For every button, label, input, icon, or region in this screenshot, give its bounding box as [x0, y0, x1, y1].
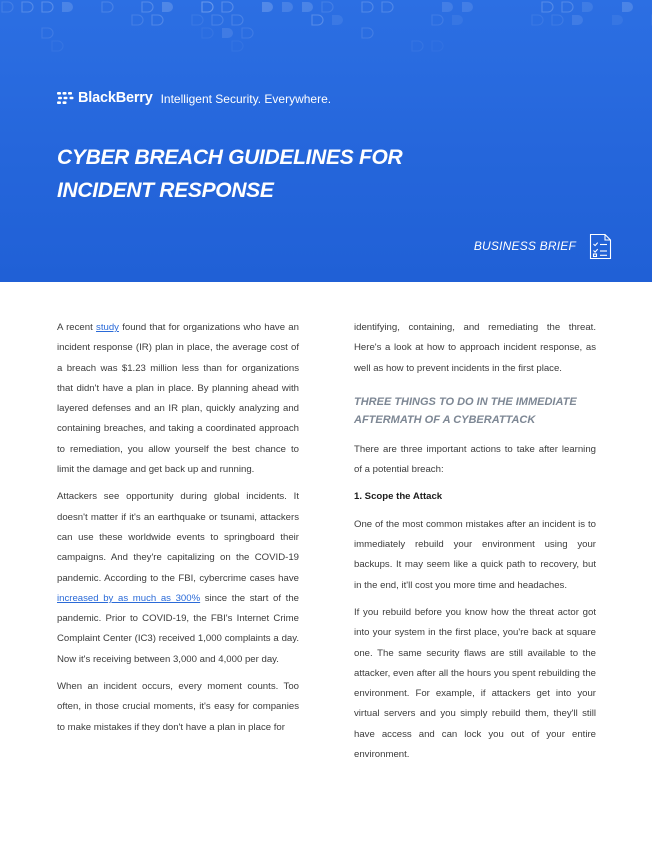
- pattern-glyph: [362, 2, 373, 12]
- pattern-glyph: [162, 2, 173, 12]
- right-column: [354, 318, 596, 772]
- pattern-glyph: [432, 15, 443, 25]
- pattern-glyph: [262, 2, 273, 12]
- pattern-glyph: [452, 15, 463, 25]
- paragraph-rebuild-warning: If you rebuild before you know how the threat actor got into your system in the first place, you're back at square one. The same security flaws are still available to the attacker, even after all the hours you spent rebuilding the environment. For example, if attackers get into your virtual servers and you simply rebuild them, they'll still have access and can lock you out of your entire environment.: [354, 606, 596, 761]
- paragraph-global-incidents: Attackers see opportunity during global incidents. It doesn't matter if it's an earthquake or tsunami, attackers can use these worldwide events to springboard their campaigns. And they're capitalizing on the COVID-19 pandemic. According to the FBI, cybercrime cases have increased by as much as 300% since the start of the pandemic. Prior to COVID-19, the FBI's Internet Crime Complaint Center (IC3) received 1,000 complaints a day. Now it's receiving between 3,000 and 4,000 per day.: [57, 491, 299, 665]
- hero-banner: [0, 0, 652, 282]
- pattern-glyph: [572, 15, 583, 25]
- pattern-glyph: [152, 15, 163, 25]
- document-type-label: BUSINESS BRIEF: [473, 239, 576, 253]
- pattern-glyph: [62, 2, 73, 12]
- paragraph-common-mistakes: One of the most common mistakes after an incident is to immediately rebuild your environment using your backups. It may seem like a quick path to recovery, but in the end, it'll cost you more time and headaches.: [354, 518, 596, 591]
- pattern-glyph: [22, 2, 33, 12]
- pattern-glyph: [192, 15, 203, 25]
- pattern-glyph: [462, 2, 473, 12]
- pattern-glyph: [302, 2, 313, 12]
- subheading-scope-the-attack: 1. Scope the Attack: [354, 491, 443, 503]
- cybercrime-increase-link[interactable]: increased by as much as 300%: [57, 592, 201, 604]
- left-column: [57, 318, 299, 745]
- pattern-glyph: [312, 15, 323, 25]
- pattern-glyph: [412, 41, 423, 51]
- section-heading: THREE THINGS TO DO IN THE IMMEDIATE AFTERMATH OF A CYBERATTACK: [354, 395, 577, 426]
- pattern-glyph: [202, 28, 213, 38]
- paragraph-cost-of-breach: A recent study found that for organizations who have an incident response (IR) plan in place, the average cost of a breach was $1.23 million less than for organizations that didn't have a plan in place. By planning ahead with layered defenses and an IR plan, quickly analyzing and containing breaches, and taking a coordinated approach to remediation, you allow yourself the best chance to limit the damage and get back up and running.: [57, 322, 299, 476]
- pattern-glyph: [382, 2, 393, 12]
- pattern-glyph: [142, 2, 153, 12]
- pattern-glyph: [52, 41, 63, 51]
- pattern-glyph: [42, 28, 53, 38]
- pattern-glyph: [562, 2, 573, 12]
- pattern-glyph: [2, 2, 13, 12]
- pattern-glyph: [202, 2, 213, 12]
- pattern-glyph: [442, 2, 453, 12]
- paragraph-every-moment-counts: When an incident occurs, every moment counts. Too often, in those crucial moments, it's easy for companies to make mistakes if they don't have a plan in place for: [57, 681, 299, 733]
- brand-lockup: [57, 88, 331, 108]
- document-title-line-2: INCIDENT RESPONSE: [57, 179, 274, 202]
- document-title: [57, 141, 402, 207]
- paragraph-continuation: identifying, containing, and remediating the threat. Here's a look at how to approach incident response, as well as how to prevent incidents in the first place.: [354, 322, 596, 374]
- pattern-glyph: [552, 15, 563, 25]
- pattern-glyph: [362, 28, 373, 38]
- blackberry-logo-icon: [57, 91, 75, 105]
- pattern-glyph: [622, 2, 633, 12]
- document-title-line-1: CYBER BREACH GUIDELINES FOR: [57, 146, 403, 169]
- pattern-glyph: [322, 2, 333, 12]
- pattern-glyph: [542, 2, 553, 12]
- pattern-glyph: [432, 41, 443, 51]
- brand-wordmark: BlackBerry: [78, 90, 153, 106]
- pattern-glyph: [42, 2, 53, 12]
- pattern-glyph: [332, 15, 343, 25]
- checklist-document-icon: [589, 233, 612, 260]
- study-link[interactable]: study: [96, 322, 119, 333]
- pattern-glyph: [102, 2, 113, 12]
- pattern-glyph: [222, 2, 233, 12]
- pattern-glyph: [212, 15, 223, 25]
- pattern-glyph: [582, 2, 593, 12]
- pattern-glyph: [222, 28, 233, 38]
- pattern-glyph: [232, 15, 243, 25]
- pattern-glyph: [532, 15, 543, 25]
- pattern-glyph: [242, 28, 253, 38]
- pattern-glyph: [232, 41, 243, 51]
- pattern-glyph: [282, 2, 293, 12]
- paragraph-three-actions: There are three important actions to take after learning of a potential breach:: [354, 443, 596, 476]
- pattern-glyph: [132, 15, 143, 25]
- brand-tagline: Intelligent Security. Everywhere.: [160, 92, 332, 106]
- pattern-glyph: [612, 15, 623, 25]
